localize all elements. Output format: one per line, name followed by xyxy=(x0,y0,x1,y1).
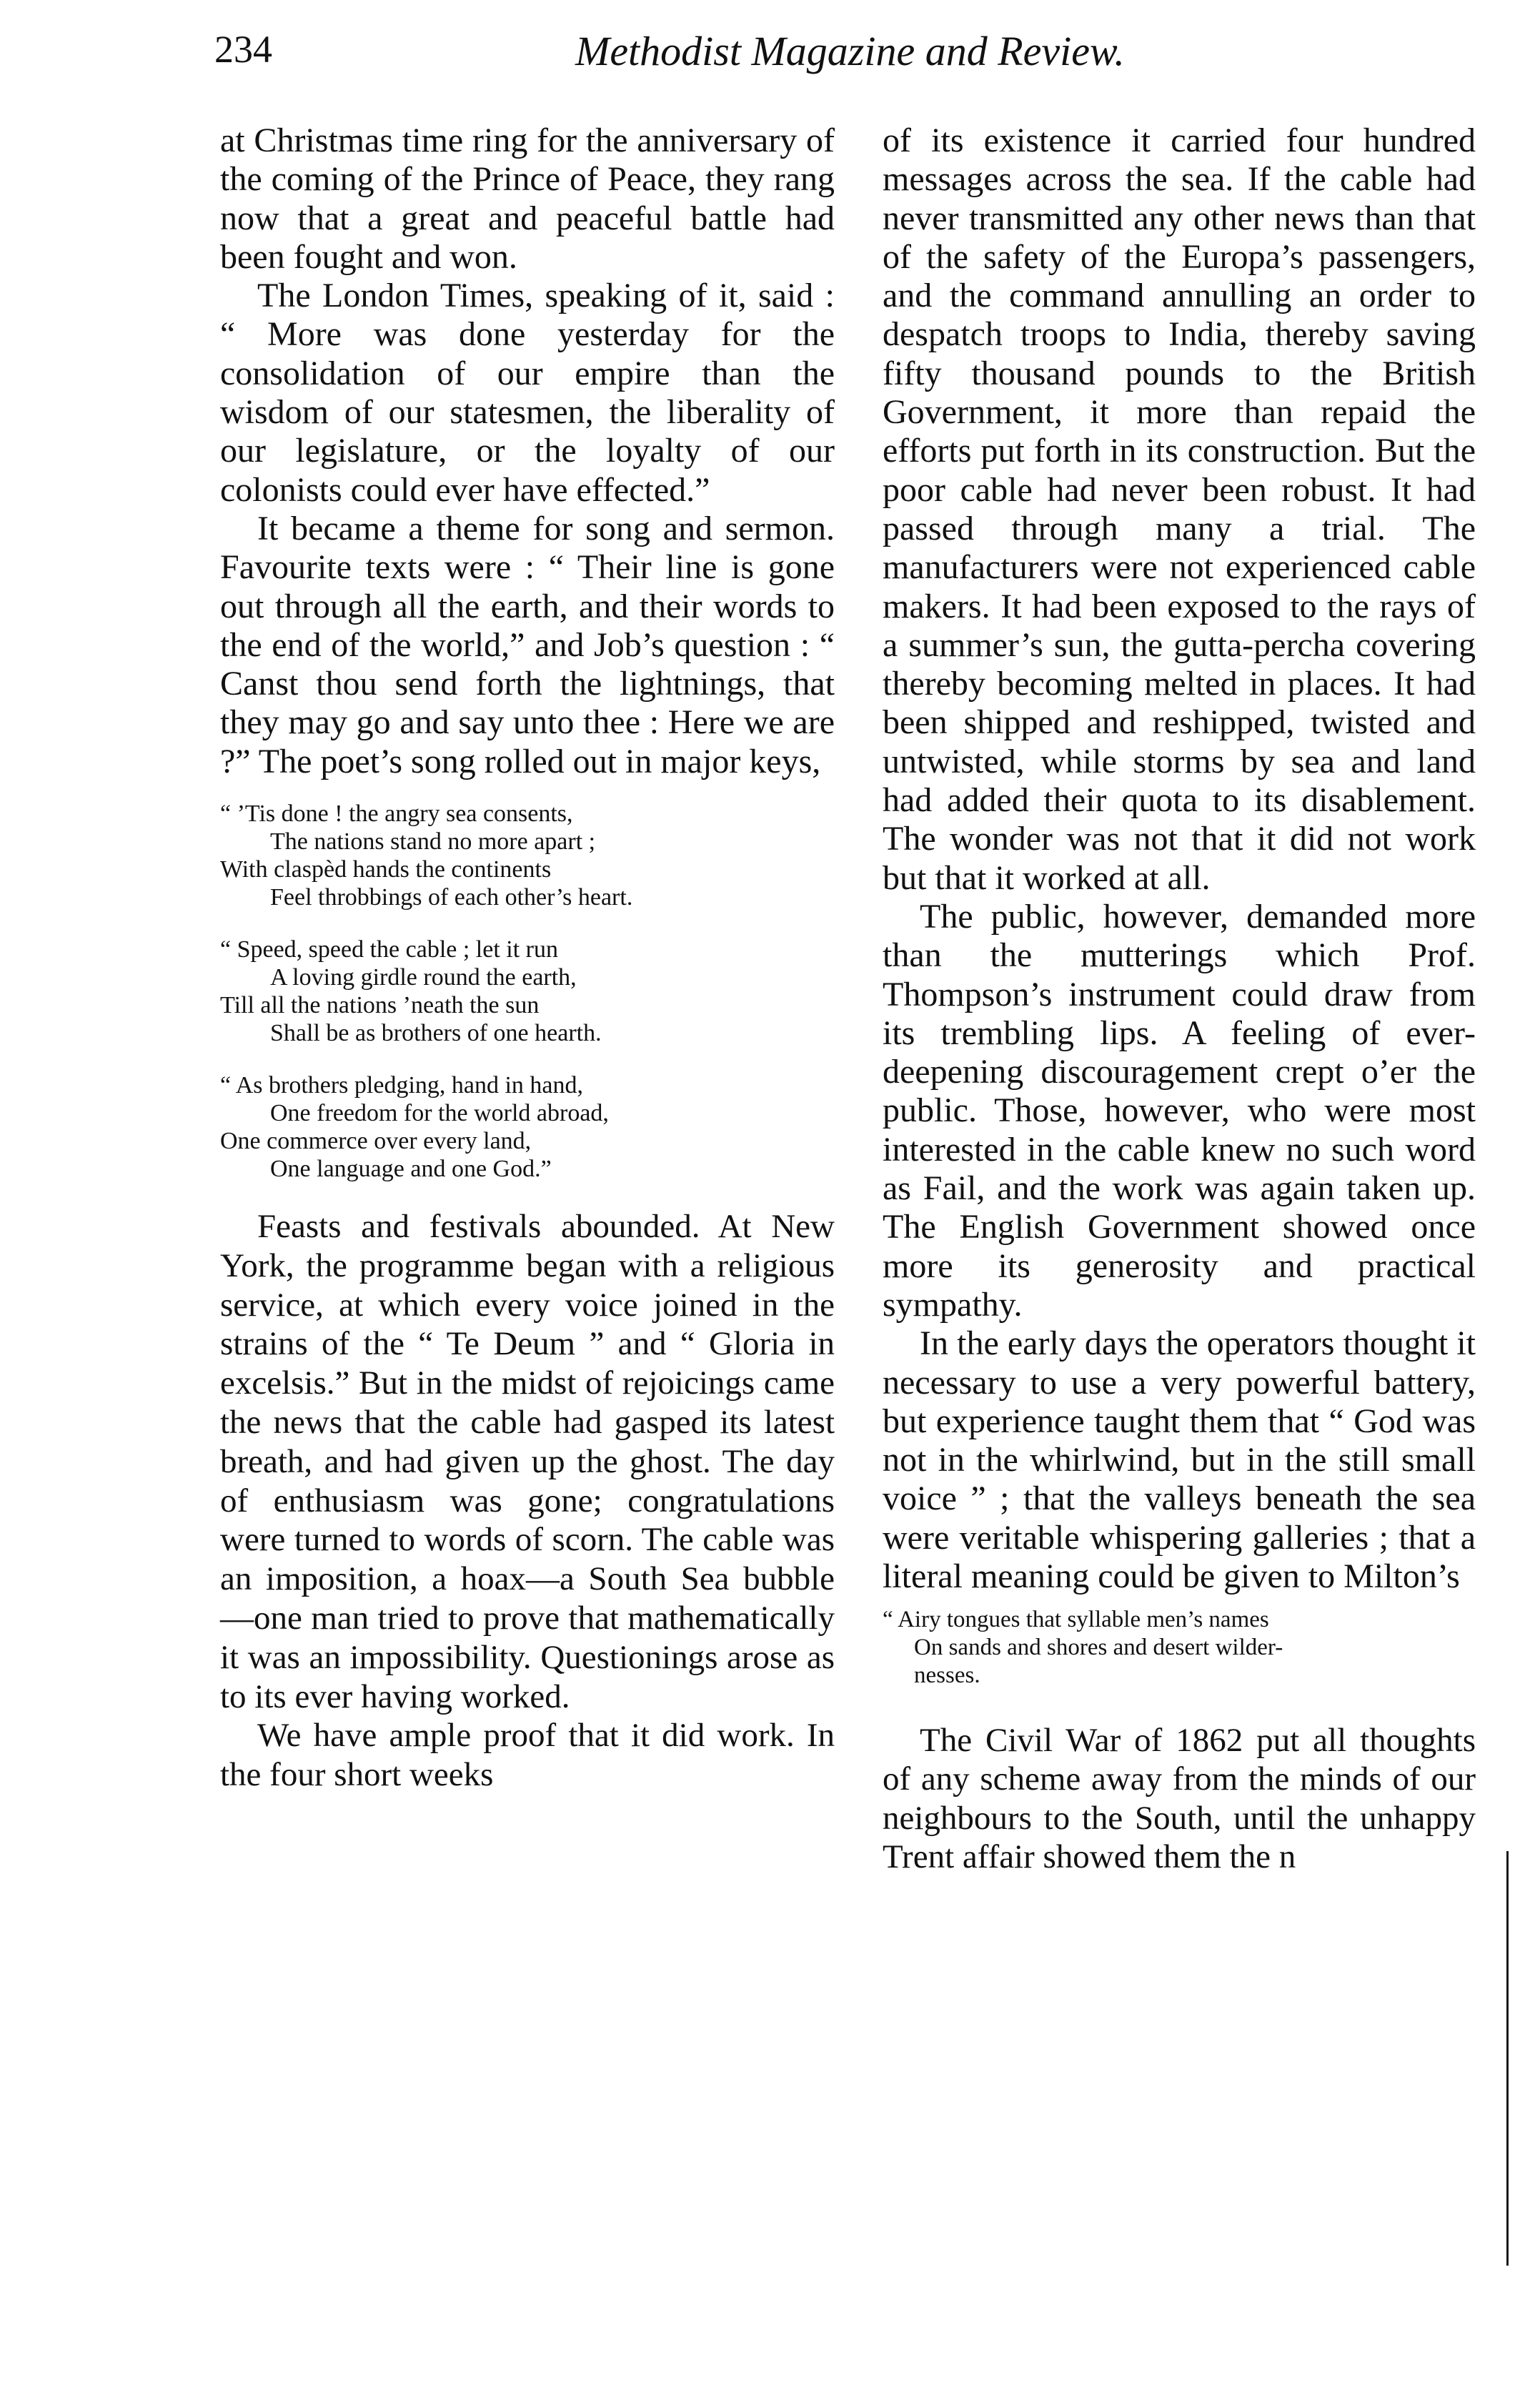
running-title: Methodist Magazine and Review. xyxy=(575,28,1125,74)
verse-stanza xyxy=(220,1071,835,1183)
verse-stanza xyxy=(883,1606,1476,1690)
verse-line: “ Airy tongues that syllable men’s names xyxy=(883,1607,1269,1633)
verse-line: “ Speed, speed the cable ; let it run xyxy=(220,936,558,963)
verse-line: nesses. xyxy=(914,1662,980,1689)
verse-line: With claspèd hands the continents xyxy=(220,856,552,883)
verse-line: One freedom for the world abroad, xyxy=(270,1100,609,1127)
paragraph: at Christmas time ring for the anniversary of the coming of the Prince of Peace, they rang now that a great and peaceful battle had been fought and won. xyxy=(220,122,835,276)
paragraph: The public, however, demanded more than the mutterings which Prof. Thompson’s instrument could draw from its trembling lips. A feeling of ever-deepening discouragement crept o’er the public. Those, however, who were most interested in the cable knew no such word as Fail, and the work was again taken up. The English Government showed once more its generosity and practical sympathy. xyxy=(883,897,1476,1324)
page-header xyxy=(214,27,1429,91)
paragraph: We have ample proof that it did work. In the four short weeks xyxy=(220,1717,835,1794)
left-column xyxy=(220,122,835,1795)
paragraph: In the early days the operators thought it necessary to use a very powerful battery, but experience taught them that “ God was not in the whirlwind, but in the still small voice ” ; that the valleys beneath the sea were veritable whispering galleries ; that a literal meaning could be given to Milton’s xyxy=(883,1324,1476,1595)
verse-stanza xyxy=(220,936,835,1047)
paragraph: Feasts and festivals abounded. At New York, the programme began with a religious service, at which every voice joined in the strains of the “ Te Deum ” and “ Gloria in excelsis.” But in the midst of rejoicings came the news that the cable had gasped its latest breath, and had given up the ghost. The day of enthusiasm was gone; congratulations were turned to words of scorn. The cable was an imposition, a hoax—a South Sea bubble—one man tried to prove that mathematically it was an impossibility. Questionings arose as to its ever having worked. xyxy=(220,1208,835,1715)
verse-line: Shall be as brothers of one hearth. xyxy=(270,1020,602,1047)
verse-stanza xyxy=(220,800,835,911)
right-column xyxy=(883,122,1476,1876)
verse-line: On sands and shores and desert wilder- xyxy=(914,1635,1283,1661)
verse-line: “ ’Tis done ! the angry sea consents, xyxy=(220,800,573,828)
verse-line: A loving girdle round the earth, xyxy=(270,964,577,991)
paragraph: It became a theme for song and sermon. Favourite texts were : “ Their line is gone out through all the earth, and their words to the end of the world,” and Job’s question : “ Canst thou send forth the lightnings, that they may go and say unto thee : Here we are ?” The poet’s song rolled out in major keys, xyxy=(220,509,835,780)
paragraph: of its existence it carried four hundred messages across the sea. If the cable had never transmitted any other news than that of the safety of the Europa’s passengers, and the command annulling an order to despatch troops to India, thereby saving fifty thousand pounds to the British Government, it more than repaid the efforts put forth in its construction. But the poor cable had never been robust. It had passed through many a trial. The manufacturers were not experienced cable makers. It had been exposed to the rays of a summer’s sun, the gutta-percha covering thereby becoming melted in places. It had been shipped and reshipped, twisted and untwisted, while storms by sea and land had added their quota to its disablement. The wonder was not that it did not work but that it worked at all. xyxy=(883,122,1476,897)
verse-line: Feel throbbings of each other’s heart. xyxy=(270,884,633,911)
page-edge-line xyxy=(1506,1851,1509,2266)
verse-line: The nations stand no more apart ; xyxy=(270,828,596,856)
verse-line: Till all the nations ’neath the sun xyxy=(220,992,540,1019)
page-number: 234 xyxy=(214,28,272,71)
paragraph: The London Times, speaking of it, said : “ More was done yesterday for the consolidation of our empire than the wisdom of our statesmen, the liberality of our legislature, or the loyalty of our colonists could ever have effected.” xyxy=(220,277,835,509)
verse-line: “ As brothers pledging, hand in hand, xyxy=(220,1072,584,1099)
verse-line: One commerce over every land, xyxy=(220,1128,532,1155)
verse-line: One language and one God.” xyxy=(270,1156,552,1183)
paragraph: The Civil War of 1862 put all thoughts of any scheme away from the minds of our neighbours to the South, until the unhappy Trent affair showed them the n xyxy=(883,1722,1476,1875)
